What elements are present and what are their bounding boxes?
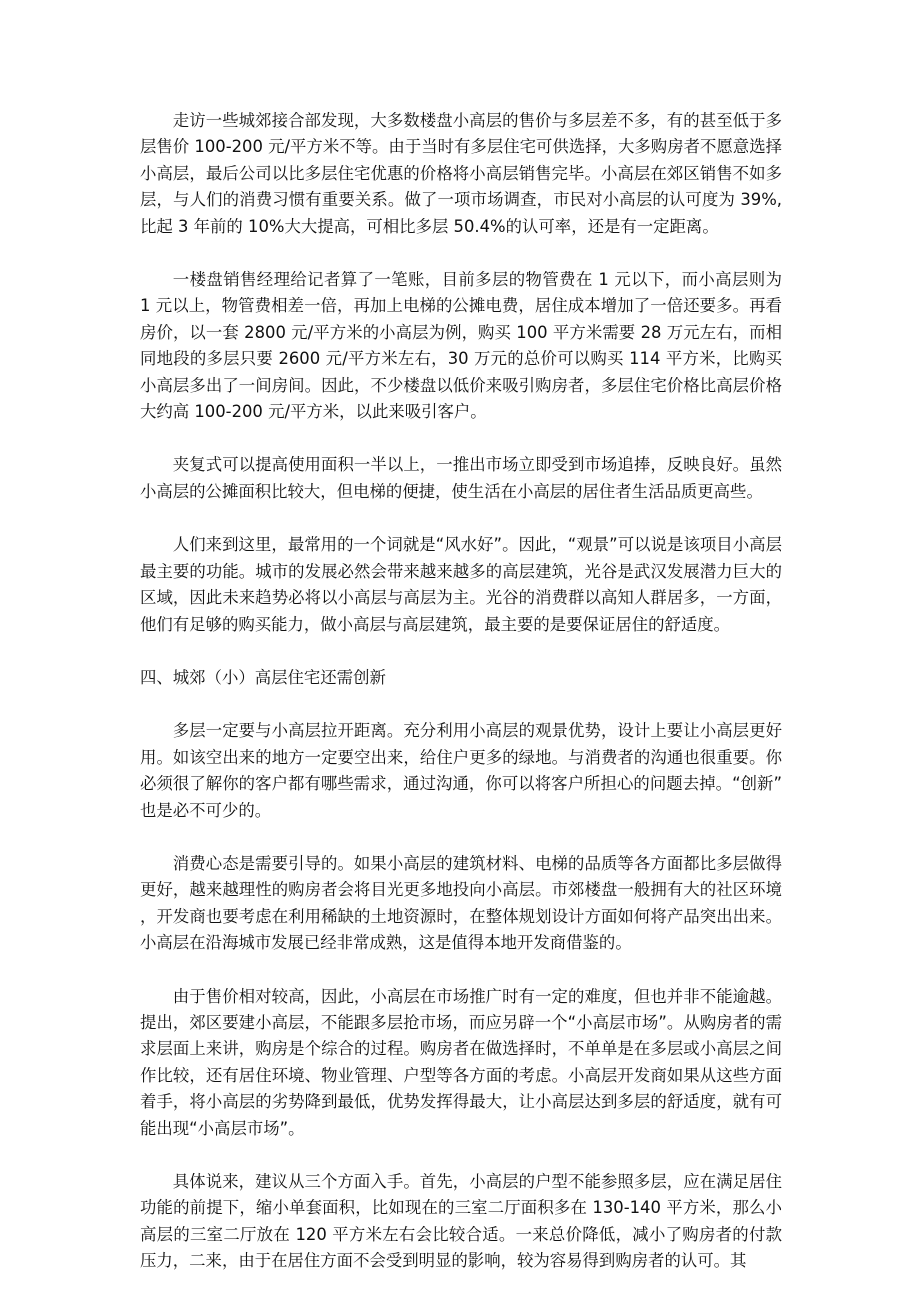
paragraph-differentiation: 多层一定要与小高层拉开距离。充分利用小高层的观景优势，设计上要让小高层更好用。如该空出来的地方一定要空出来，给住户更多的绿地。与消费者的沟通也很重要。你必须很了解你的客户都有哪些需求，通过沟通，你可以将客户所担心的问题去掉。“创新”也是必不可少的。 — [140, 721, 782, 820]
paragraph-view: 人们来到这里，最常用的一个词就是“风水好”。因此，“观景”可以说是该项目小高层最主要的功能。城市的发展必然会带来越来越多的高层建筑，光谷是武汉发展潜力巨大的区域，因此未来趋势必将以小高层与高层为主。光谷的消费群以高知人群居多，一方面，他们有足够的购买能力，做小高层与高层建筑，最主要的是要保证居住的舒适度。 — [140, 535, 782, 634]
paragraph-duplex: 夹复式可以提高使用面积一半以上，一推出市场立即受到市场追捧，反映良好。虽然小高层的公摊面积比较大，但电梯的便捷，使生活在小高层的居住者生活品质更高些。 — [140, 455, 782, 501]
paragraph-cost-analysis: 一楼盘销售经理给记者算了一笔账，目前多层的物管费在 1 元以下，而小高层则为 1 元以上，物管费相差一倍，再加上电梯的公摊电费，居住成本增加了一倍还要多。再看房价，以一套 2800 元/平方米的小高层为例，购买 100 平方米需要 28 万元左右，而相同地段的多层只要 2600 元/平方米左右，30 万元的总价可以购买 114 平方米，比购买小高层多出了一间房间。因此，不少楼盘以低价来吸引购房者，多层住宅价格比高层价格大约高 100-200 元/平方米，以此来吸引客户。 — [140, 270, 782, 422]
document-page — [140, 108, 782, 1302]
paragraph-recommendations: 具体说来，建议从三个方面入手。首先，小高层的户型不能参照多层，应在满足居住功能的前提下，缩小单套面积，比如现在的三室二厅面积多在 130-140 平方米，那么小高层的三室二厅放在 120 平方米左右会比较合适。一来总价降低，减小了购房者的付款压力，二来，由于在居住方面不会受到明显的影响，较为容易得到购房者的认可。其 — [140, 1172, 782, 1271]
paragraph-sales-comparison: 走访一些城郊接合部发现，大多数楼盘小高层的售价与多层差不多，有的甚至低于多层售价 100-200 元/平方米不等。由于当时有多层住宅可供选择，大多购房者不愿意选择小高层，最后公司以比多层住宅优惠的价格将小高层销售完毕。小高层在郊区销售不如多层，与人们的消费习惯有重要关系。做了一项市场调查，市民对小高层的认可度为 39%,比起 3 年前的 10%大大提高，可相比多层 50.4%的认可率，还是有一定距离。 — [140, 111, 782, 236]
paragraph-market-promotion: 由于售价相对较高，因此，小高层在市场推广时有一定的难度，但也并非不能逾越。提出，郊区要建小高层，不能跟多层抢市场，而应另辟一个“小高层市场”。从购房者的需求层面上来讲，购房是个综合的过程。购房者在做选择时，不单单是在多层或小高层之间作比较，还有居住环境、物业管理、户型等各方面的考虑。小高层开发商如果从这些方面着手，将小高层的劣势降到最低，优势发挥得最大，让小高层达到多层的舒适度，就有可能出现“小高层市场”。 — [140, 986, 782, 1138]
paragraph-consumer-mindset: 消费心态是需要引导的。如果小高层的建筑材料、电梯的品质等各方面都比多层做得更好，越来越理性的购房者会将目光更多地投向小高层。市郊楼盘一般拥有大的社区环境，开发商也要考虑在利用稀缺的土地资源时，在整体规划设计方面如何将产品突出出来。小高层在沿海城市发展已经非常成熟，这是值得本地开发商借鉴的。 — [140, 853, 782, 953]
section-heading: 四、城郊（小）高层住宅还需创新 — [140, 667, 386, 687]
